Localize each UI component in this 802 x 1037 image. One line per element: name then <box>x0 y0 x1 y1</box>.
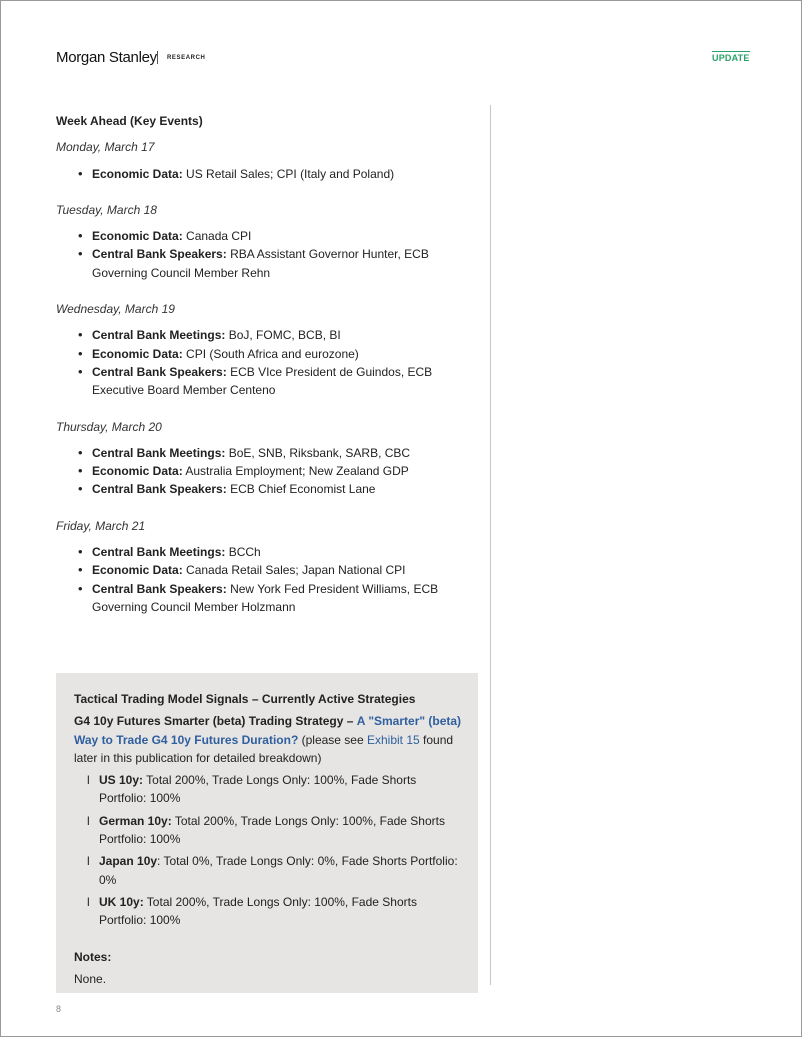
page-number: 8 <box>56 1004 62 1014</box>
list-marker-icon: l <box>87 773 90 788</box>
see-suffix-text: found later in this publication for detailed breakdown) <box>74 732 454 765</box>
day-heading: Thursday, March 20 <box>56 419 162 434</box>
week-ahead-title: Week Ahead (Key Events) <box>56 114 203 128</box>
brand-section-label: RESEARCH <box>167 55 206 61</box>
signal-item <box>74 812 464 849</box>
signal-text: Total 200%, Trade Longs Only: 100%, Fade Shorts Portfolio: 100% <box>99 773 417 806</box>
event-text: Australia Employment; New Zealand GDP <box>182 464 409 479</box>
signal-label: US 10y: <box>99 773 144 788</box>
strategy-report-link[interactable]: A "Smarter" (beta) Way to Trade G4 10y Futures Duration? <box>74 714 462 747</box>
day-heading: Tuesday, March 18 <box>56 202 157 217</box>
event-item <box>56 363 476 400</box>
event-item <box>56 345 476 363</box>
column-divider <box>490 105 491 985</box>
signal-label: UK 10y: <box>99 894 144 909</box>
signals-list <box>74 771 464 929</box>
event-text: ECB VIce President de Guindos, ECB Executive Board Member Centeno <box>92 364 433 398</box>
event-text: BoE, SNB, Riksbank, SARB, CBC <box>225 445 411 460</box>
exhibit-link[interactable]: Exhibit 15 <box>367 732 420 747</box>
event-label: Central Bank Meetings: <box>92 545 226 560</box>
event-list <box>56 165 476 183</box>
event-label: Central Bank Meetings: <box>92 328 226 343</box>
event-label: Economic Data: <box>92 166 183 181</box>
list-marker-icon: l <box>87 813 90 828</box>
event-item <box>56 580 476 617</box>
event-text: RBA Assistant Governor Hunter, ECB Governing Council Member Rehn <box>92 247 429 280</box>
event-list <box>56 326 476 399</box>
event-text: Canada CPI <box>182 229 252 244</box>
event-text: BCCh <box>225 545 261 560</box>
signals-box-title: Tactical Trading Model Signals – Currently Active Strategies <box>74 692 416 706</box>
event-label: Economic Data: <box>92 229 183 244</box>
event-label: Economic Data: <box>92 464 183 479</box>
signal-text: Total 200%, Trade Longs Only: 100%, Fade Shorts Portfolio: 100% <box>99 894 417 928</box>
event-item <box>56 245 476 282</box>
trading-signals-box <box>56 673 478 993</box>
event-text: Canada Retail Sales; Japan National CPI <box>182 563 406 578</box>
event-text: ECB Chief Economist Lane <box>226 482 376 497</box>
strategy-paragraph <box>74 712 464 767</box>
event-list <box>56 444 476 499</box>
event-item <box>56 543 476 561</box>
signal-label: German 10y: <box>99 813 172 828</box>
week-ahead-section <box>56 112 476 634</box>
brand-logo: Morgan Stanley <box>56 49 157 66</box>
event-text: CPI (South Africa and eurozone) <box>182 346 359 361</box>
list-marker-icon: l <box>87 854 90 869</box>
strategy-label: G4 10y Futures Smarter (beta) Trading Strategy – <box>74 714 354 729</box>
brand-divider <box>157 51 158 64</box>
event-label: Economic Data: <box>92 346 183 361</box>
signal-item <box>74 771 464 808</box>
update-badge: UPDATE <box>712 53 750 63</box>
event-label: Central Bank Speakers: <box>92 247 227 262</box>
event-label: Central Bank Speakers: <box>92 482 227 497</box>
event-list <box>56 543 476 616</box>
event-text: New York Fed President Williams, ECB Governing Council Member Holzmann <box>92 581 439 614</box>
event-label: Central Bank Speakers: <box>92 581 227 596</box>
event-label: Central Bank Speakers: <box>92 364 227 379</box>
event-item <box>56 480 476 498</box>
event-label: Economic Data: <box>92 563 183 578</box>
day-heading: Friday, March 21 <box>56 518 146 533</box>
signal-label: Japan 10y <box>99 854 158 869</box>
day-heading: Monday, March 17 <box>56 140 155 155</box>
event-label: Central Bank Meetings: <box>92 445 226 460</box>
event-item <box>56 165 476 183</box>
list-marker-icon: l <box>87 894 90 909</box>
notes-text: None. <box>74 971 107 986</box>
event-text: BoJ, FOMC, BCB, BI <box>225 328 341 343</box>
event-item <box>56 227 476 245</box>
see-prefix-text: (please see <box>298 732 367 747</box>
event-item <box>56 561 476 579</box>
event-text: US Retail Sales; CPI (Italy and Poland) <box>182 166 395 181</box>
event-list <box>56 227 476 282</box>
event-item <box>56 444 476 462</box>
signal-text: Total 200%, Trade Longs Only: 100%, Fade Shorts Portfolio: 100% <box>99 813 445 847</box>
day-heading: Wednesday, March 19 <box>56 302 175 317</box>
signal-item <box>74 852 464 889</box>
signal-text: : Total 0%, Trade Longs Only: 0%, Fade Shorts Portfolio: 0% <box>99 854 458 887</box>
event-item <box>56 326 476 344</box>
event-item <box>56 462 476 480</box>
notes-label: Notes: <box>74 949 112 964</box>
signal-item <box>74 893 464 930</box>
